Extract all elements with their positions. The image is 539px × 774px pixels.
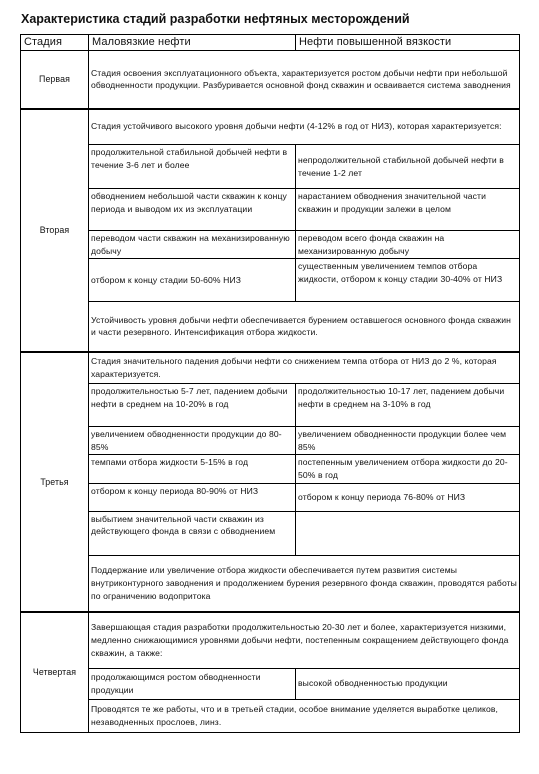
- stage-second-low-2: обводнением небольшой части скважин к концу периода и выводом их из эксплуатации: [89, 189, 296, 231]
- table-row: [21, 145, 520, 189]
- stage-third-intro: Стадия значительного падения добычи нефти со снижением темпа отбора от НИЗ до 2 %, которая характеризуется.: [89, 352, 520, 384]
- stage-fourth-name: Четвертая: [21, 612, 89, 732]
- stage-first-row: [21, 51, 520, 109]
- stage-third-low-1: продолжительностью 5-7 лет, падением добычи нефти в среднем на 10-20% в год: [89, 384, 296, 427]
- stage-third-outro: Поддержание или увеличение отбора жидкости обеспечивается путем развития системы внутриконтурного заводнения и продолжением бурения резервного фонда скважин, проводятся работы по ограничению водопритока: [89, 555, 520, 612]
- table-row: [21, 384, 520, 427]
- stage-third-high-3: постепенным увеличением отбора жидкости до 20-50% в год: [296, 455, 520, 483]
- stage-second-low-4: отбором к концу стадии 50-60% НИЗ: [89, 259, 296, 302]
- table-row: [21, 259, 520, 302]
- stage-second-name: Вторая: [21, 109, 89, 352]
- stage-second-intro-row: [21, 109, 520, 145]
- stage-second-high-3: переводом всего фонда скважин на механизированную добычу: [296, 231, 520, 259]
- table-row: [21, 483, 520, 511]
- header-high-viscosity: Нефти повышенной вязкости: [296, 35, 520, 51]
- stage-first-name: Первая: [21, 51, 89, 109]
- table-row: [21, 455, 520, 483]
- stage-fourth-intro-row: [21, 612, 520, 668]
- stage-first-text: Стадия освоения эксплуатационного объекта, характеризуется ростом добычи нефти при небольшой обводненности продукции. Разбуривается основной фонд скважин и осваивается система заводнения: [89, 51, 520, 109]
- document-title: Характеристика стадий разработки нефтяных месторождений: [21, 12, 410, 26]
- stage-third-high-1: продолжительностью 10-17 лет, падением добычи нефти в среднем на 3-10% в год: [296, 384, 520, 427]
- stage-third-name: Третья: [21, 352, 89, 612]
- table-row: [21, 511, 520, 555]
- stage-third-low-2: увеличением обводненности продукции до 80-85%: [89, 427, 296, 455]
- stage-fourth-intro: Завершающая стадия разработки продолжительностью 20-30 лет и более, характеризуется низкими, медленно снижающимися уровнями добычи нефти, постепенным сокращением действующего фонда скважин, а также:: [89, 612, 520, 668]
- stage-second-intro: Стадия устойчивого высокого уровня добычи нефти (4-12% в год от НИЗ), которая характеризуется:: [89, 109, 520, 145]
- stage-fourth-outro: Проводятся те же работы, что и в третьей стадии, особое внимание уделяется выработке целиков, незаводненных прослоев, линз.: [89, 699, 520, 732]
- stage-second-high-2: нарастанием обводнения значительной части скважин и продукции залежи в целом: [296, 189, 520, 231]
- stage-second-high-1: непродолжительной стабильной добычей нефти в течение 1-2 лет: [296, 145, 520, 189]
- stage-third-high-5: [296, 511, 520, 555]
- stage-second-outro-row: [21, 302, 520, 352]
- stage-third-low-4: отбором к концу периода 80-90% от НИЗ: [89, 483, 296, 511]
- stage-second-low-3: переводом части скважин на механизированную добычу: [89, 231, 296, 259]
- table-row: [21, 668, 520, 699]
- table-row: [21, 189, 520, 231]
- stage-third-intro-row: [21, 352, 520, 384]
- stage-fourth-outro-row: [21, 699, 520, 732]
- stage-third-high-2: увеличением обводненности продукции более чем 85%: [296, 427, 520, 455]
- stage-third-outro-row: [21, 555, 520, 612]
- stage-second-outro: Устойчивость уровня добычи нефти обеспечивается бурением оставшегося основного фонда скважин и части резервного. Интенсификация отбора жидкости.: [89, 302, 520, 352]
- stage-fourth-low-1: продолжающимся ростом обводненности продукции: [89, 668, 296, 699]
- stage-third-high-4: отбором к концу периода 76-80% от НИЗ: [296, 483, 520, 511]
- stage-second-low-1: продолжительной стабильной добычей нефти в течение 3-6 лет и более: [89, 145, 296, 189]
- stage-second-high-4: существенным увеличением темпов отбора жидкости, отбором к концу стадии 30-40% от НИЗ: [296, 259, 520, 302]
- stage-fourth-high-1: высокой обводненностью продукции: [296, 668, 520, 699]
- stage-third-low-5: выбытием значительной части скважин из действующего фонда в связи с обводнением: [89, 511, 296, 555]
- table-row: [21, 231, 520, 259]
- table-row: [21, 427, 520, 455]
- table-header-row: [21, 35, 520, 51]
- header-stage: Стадия: [21, 35, 89, 51]
- header-low-viscosity: Маловязкие нефти: [89, 35, 296, 51]
- stage-third-low-3: темпами отбора жидкости 5-15% в год: [89, 455, 296, 483]
- stages-table: [20, 34, 520, 733]
